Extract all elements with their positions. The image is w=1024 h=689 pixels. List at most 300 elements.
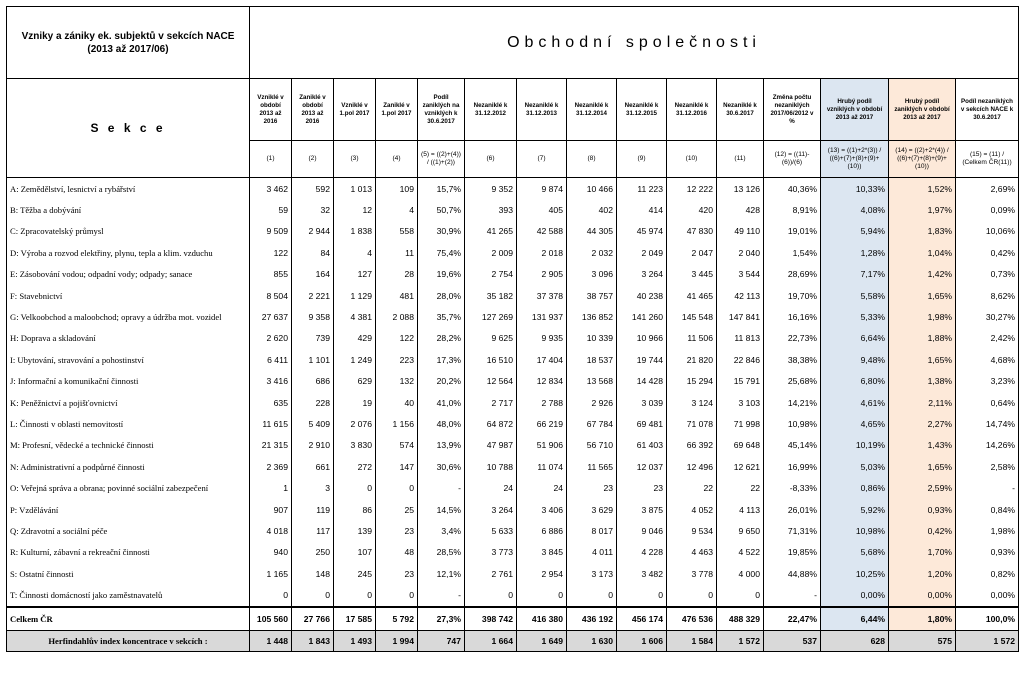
cell-col-3: 2 076 <box>334 413 376 434</box>
cell-col-4: 0 <box>376 477 418 498</box>
cell-col-13: 628 <box>821 630 889 651</box>
column-formula-15: (15) = (11) / (Celkem ČR(11)) <box>956 141 1019 178</box>
cell-col-14: 1,04% <box>889 242 956 263</box>
cell-col-13: 5,68% <box>821 542 889 563</box>
cell-col-4: 122 <box>376 328 418 349</box>
cell-col-10: 12 496 <box>667 456 717 477</box>
cell-col-5: 12,1% <box>418 563 465 584</box>
cell-col-7: 9 935 <box>517 328 567 349</box>
table-row <box>7 542 1019 563</box>
herfindahl-row <box>7 630 1019 651</box>
cell-col-10: 0 <box>667 584 717 606</box>
cell-col-6: 0 <box>465 584 517 606</box>
cell-col-9: 2 049 <box>617 242 667 263</box>
cell-col-7: 1 649 <box>517 630 567 651</box>
cell-col-8: 0 <box>567 584 617 606</box>
cell-col-15: 0,93% <box>956 542 1019 563</box>
cell-col-4: 481 <box>376 285 418 306</box>
table-row <box>7 563 1019 584</box>
cell-col-4: 48 <box>376 542 418 563</box>
cell-col-7: 2 788 <box>517 392 567 413</box>
cell-col-4: 40 <box>376 392 418 413</box>
cell-col-15: 1,98% <box>956 520 1019 541</box>
cell-col-7: 3 845 <box>517 542 567 563</box>
cell-col-5: - <box>418 477 465 498</box>
cell-col-1: 59 <box>250 199 292 220</box>
row-label: O: Veřejná správa a obrana; povinné sociální zabezpečení <box>7 477 250 498</box>
row-label: Celkem ČR <box>7 607 250 631</box>
cell-col-11: 9 650 <box>717 520 764 541</box>
column-formula-11: (11) <box>717 141 764 178</box>
cell-col-10: 66 392 <box>667 435 717 456</box>
cell-col-3: 1 493 <box>334 630 376 651</box>
cell-col-8: 13 568 <box>567 371 617 392</box>
cell-col-13: 10,19% <box>821 435 889 456</box>
cell-col-4: 147 <box>376 456 418 477</box>
cell-col-13: 4,61% <box>821 392 889 413</box>
cell-col-13: 6,64% <box>821 328 889 349</box>
table-row <box>7 435 1019 456</box>
column-header-7: Nezaniklé k 31.12.2013 <box>517 79 567 141</box>
table-row <box>7 242 1019 263</box>
cell-col-14: 1,65% <box>889 456 956 477</box>
cell-col-9: 1 606 <box>617 630 667 651</box>
cell-col-15: 1 572 <box>956 630 1019 651</box>
cell-col-3: 86 <box>334 499 376 520</box>
nace-table-container <box>6 6 1018 652</box>
cell-col-13: 0,86% <box>821 477 889 498</box>
row-label: F: Stavebnictví <box>7 285 250 306</box>
cell-col-7: 2 954 <box>517 563 567 584</box>
cell-col-3: 0 <box>334 584 376 606</box>
cell-col-9: 69 481 <box>617 413 667 434</box>
cell-col-14: 1,65% <box>889 349 956 370</box>
cell-col-9: 12 037 <box>617 456 667 477</box>
table-row <box>7 371 1019 392</box>
cell-col-5: - <box>418 584 465 606</box>
cell-col-4: 23 <box>376 520 418 541</box>
cell-col-12: 22,73% <box>764 328 821 349</box>
table-row <box>7 584 1019 606</box>
cell-col-8: 3 173 <box>567 563 617 584</box>
cell-col-10: 3 124 <box>667 392 717 413</box>
cell-col-1: 1 448 <box>250 630 292 651</box>
cell-col-1: 907 <box>250 499 292 520</box>
cell-col-6: 398 742 <box>465 607 517 631</box>
column-formula-6: (6) <box>465 141 517 178</box>
cell-col-1: 122 <box>250 242 292 263</box>
cell-col-2: 117 <box>292 520 334 541</box>
cell-col-5: 13,9% <box>418 435 465 456</box>
cell-col-10: 476 536 <box>667 607 717 631</box>
cell-col-1: 105 560 <box>250 607 292 631</box>
cell-col-7: 131 937 <box>517 306 567 327</box>
cell-col-1: 3 416 <box>250 371 292 392</box>
column-header-10: Nezaniklé k 31.12.2016 <box>667 79 717 141</box>
cell-col-5: 75,4% <box>418 242 465 263</box>
cell-col-11: 4 000 <box>717 563 764 584</box>
cell-col-13: 6,80% <box>821 371 889 392</box>
column-formula-9: (9) <box>617 141 667 178</box>
cell-col-5: 19,6% <box>418 264 465 285</box>
table-row <box>7 413 1019 434</box>
cell-col-4: 2 088 <box>376 306 418 327</box>
cell-col-14: 1,70% <box>889 542 956 563</box>
column-header-8: Nezaniklé k 31.12.2014 <box>567 79 617 141</box>
column-header-9: Nezaniklé k 31.12.2015 <box>617 79 667 141</box>
cell-col-6: 9 625 <box>465 328 517 349</box>
cell-col-8: 56 710 <box>567 435 617 456</box>
cell-col-13: 5,03% <box>821 456 889 477</box>
cell-col-4: 1 156 <box>376 413 418 434</box>
cell-col-7: 66 219 <box>517 413 567 434</box>
column-header-12: Změna počtu nezaniklých 2017/06/2012 v % <box>764 79 821 141</box>
cell-col-3: 12 <box>334 199 376 220</box>
table-row <box>7 477 1019 498</box>
column-header-15: Podíl nezaniklých v sekcích NACE k 30.6.2017 <box>956 79 1019 141</box>
cell-col-1: 6 411 <box>250 349 292 370</box>
cell-col-9: 40 238 <box>617 285 667 306</box>
cell-col-3: 19 <box>334 392 376 413</box>
cell-col-10: 420 <box>667 199 717 220</box>
cell-col-10: 4 052 <box>667 499 717 520</box>
cell-col-6: 2 754 <box>465 264 517 285</box>
cell-col-9: 141 260 <box>617 306 667 327</box>
cell-col-2: 592 <box>292 178 334 200</box>
cell-col-10: 21 820 <box>667 349 717 370</box>
cell-col-11: 69 648 <box>717 435 764 456</box>
cell-col-11: 49 110 <box>717 221 764 242</box>
column-formula-14: (14) = ((2)+2*(4)) / ((6)+(7)+(8)+(9)+(10)) <box>889 141 956 178</box>
cell-col-13: 10,25% <box>821 563 889 584</box>
cell-col-9: 414 <box>617 199 667 220</box>
cell-col-13: 5,33% <box>821 306 889 327</box>
cell-col-15: 2,69% <box>956 178 1019 200</box>
cell-col-2: 661 <box>292 456 334 477</box>
cell-col-10: 22 <box>667 477 717 498</box>
cell-col-11: 428 <box>717 199 764 220</box>
cell-col-15: 2,58% <box>956 456 1019 477</box>
table-row <box>7 199 1019 220</box>
column-formula-3: (3) <box>334 141 376 178</box>
cell-col-8: 67 784 <box>567 413 617 434</box>
cell-col-12: 40,36% <box>764 178 821 200</box>
cell-col-12: 537 <box>764 630 821 651</box>
cell-col-7: 9 874 <box>517 178 567 200</box>
cell-col-2: 1 843 <box>292 630 334 651</box>
cell-col-15: - <box>956 477 1019 498</box>
cell-col-2: 1 101 <box>292 349 334 370</box>
cell-col-1: 2 369 <box>250 456 292 477</box>
cell-col-14: 2,11% <box>889 392 956 413</box>
cell-col-6: 10 788 <box>465 456 517 477</box>
cell-col-4: 558 <box>376 221 418 242</box>
cell-col-7: 51 906 <box>517 435 567 456</box>
cell-col-6: 12 564 <box>465 371 517 392</box>
row-label: G: Velkoobchod a maloobchod; opravy a údržba mot. vozidel <box>7 306 250 327</box>
cell-col-8: 136 852 <box>567 306 617 327</box>
cell-col-12: 19,85% <box>764 542 821 563</box>
cell-col-14: 2,27% <box>889 413 956 434</box>
cell-col-5: 28,0% <box>418 285 465 306</box>
cell-col-5: 35,7% <box>418 306 465 327</box>
cell-col-10: 4 463 <box>667 542 717 563</box>
cell-col-5: 28,2% <box>418 328 465 349</box>
cell-col-11: 22 <box>717 477 764 498</box>
column-formula-2: (2) <box>292 141 334 178</box>
cell-col-14: 1,65% <box>889 285 956 306</box>
cell-col-14: 1,98% <box>889 306 956 327</box>
row-label: Q: Zdravotní a sociální péče <box>7 520 250 541</box>
cell-col-11: 15 791 <box>717 371 764 392</box>
cell-col-12: 8,91% <box>764 199 821 220</box>
row-label: K: Peněžnictví a pojišťovnictví <box>7 392 250 413</box>
cell-col-6: 127 269 <box>465 306 517 327</box>
table-row <box>7 264 1019 285</box>
cell-col-2: 119 <box>292 499 334 520</box>
cell-col-3: 245 <box>334 563 376 584</box>
cell-col-15: 14,74% <box>956 413 1019 434</box>
cell-col-6: 5 633 <box>465 520 517 541</box>
nace-statistics-table <box>6 6 1019 652</box>
cell-col-5: 30,6% <box>418 456 465 477</box>
cell-col-3: 4 381 <box>334 306 376 327</box>
cell-col-10: 15 294 <box>667 371 717 392</box>
cell-col-15: 8,62% <box>956 285 1019 306</box>
cell-col-13: 10,33% <box>821 178 889 200</box>
cell-col-1: 1 165 <box>250 563 292 584</box>
cell-col-14: 1,97% <box>889 199 956 220</box>
column-formula-8: (8) <box>567 141 617 178</box>
cell-col-5: 747 <box>418 630 465 651</box>
column-formula-5: (5) = ((2)+(4)) / ((1)+(2)) <box>418 141 465 178</box>
cell-col-7: 0 <box>517 584 567 606</box>
table-row <box>7 499 1019 520</box>
cell-col-8: 10 339 <box>567 328 617 349</box>
cell-col-15: 4,68% <box>956 349 1019 370</box>
cell-col-2: 2 221 <box>292 285 334 306</box>
cell-col-15: 0,73% <box>956 264 1019 285</box>
cell-col-8: 10 466 <box>567 178 617 200</box>
cell-col-9: 3 875 <box>617 499 667 520</box>
cell-col-2: 84 <box>292 242 334 263</box>
cell-col-14: 1,83% <box>889 221 956 242</box>
cell-col-2: 9 358 <box>292 306 334 327</box>
cell-col-1: 635 <box>250 392 292 413</box>
cell-col-1: 27 637 <box>250 306 292 327</box>
column-header-11: Nezaniklé k 30.6.2017 <box>717 79 764 141</box>
cell-col-9: 45 974 <box>617 221 667 242</box>
cell-col-5: 27,3% <box>418 607 465 631</box>
cell-col-3: 3 830 <box>334 435 376 456</box>
cell-col-7: 37 378 <box>517 285 567 306</box>
cell-col-8: 3 096 <box>567 264 617 285</box>
cell-col-6: 35 182 <box>465 285 517 306</box>
cell-col-12: 25,68% <box>764 371 821 392</box>
row-label: Herfindahlův index koncentrace v sekcích : <box>7 630 250 651</box>
cell-col-7: 11 074 <box>517 456 567 477</box>
cell-col-7: 6 886 <box>517 520 567 541</box>
cell-col-8: 3 629 <box>567 499 617 520</box>
cell-col-10: 3 778 <box>667 563 717 584</box>
cell-col-3: 1 129 <box>334 285 376 306</box>
cell-col-3: 1 249 <box>334 349 376 370</box>
cell-col-6: 1 664 <box>465 630 517 651</box>
cell-col-11: 13 126 <box>717 178 764 200</box>
cell-col-4: 23 <box>376 563 418 584</box>
cell-col-10: 1 584 <box>667 630 717 651</box>
cell-col-6: 2 009 <box>465 242 517 263</box>
row-label: H: Doprava a skladování <box>7 328 250 349</box>
cell-col-2: 228 <box>292 392 334 413</box>
column-header-6: Nezaniklé k 31.12.2012 <box>465 79 517 141</box>
cell-col-7: 24 <box>517 477 567 498</box>
cell-col-12: 1,54% <box>764 242 821 263</box>
row-label: M: Profesní, vědecké a technické činnosti <box>7 435 250 456</box>
cell-col-9: 456 174 <box>617 607 667 631</box>
cell-col-1: 4 018 <box>250 520 292 541</box>
cell-col-1: 3 462 <box>250 178 292 200</box>
cell-col-13: 7,17% <box>821 264 889 285</box>
cell-col-10: 41 465 <box>667 285 717 306</box>
cell-col-4: 25 <box>376 499 418 520</box>
cell-col-15: 0,64% <box>956 392 1019 413</box>
cell-col-5: 28,5% <box>418 542 465 563</box>
cell-col-10: 3 445 <box>667 264 717 285</box>
cell-col-12: 44,88% <box>764 563 821 584</box>
cell-col-2: 2 944 <box>292 221 334 242</box>
cell-col-10: 71 078 <box>667 413 717 434</box>
row-label: D: Výroba a rozvod elektřiny, plynu, tepla a klim. vzduchu <box>7 242 250 263</box>
cell-col-5: 14,5% <box>418 499 465 520</box>
cell-col-2: 0 <box>292 584 334 606</box>
cell-col-12: 71,31% <box>764 520 821 541</box>
cell-col-2: 164 <box>292 264 334 285</box>
row-label: P: Vzdělávání <box>7 499 250 520</box>
cell-col-3: 272 <box>334 456 376 477</box>
cell-col-2: 148 <box>292 563 334 584</box>
cell-col-9: 0 <box>617 584 667 606</box>
cell-col-4: 0 <box>376 584 418 606</box>
cell-col-15: 30,27% <box>956 306 1019 327</box>
cell-col-1: 0 <box>250 584 292 606</box>
cell-col-11: 22 846 <box>717 349 764 370</box>
table-row <box>7 349 1019 370</box>
cell-col-7: 3 406 <box>517 499 567 520</box>
cell-col-7: 405 <box>517 199 567 220</box>
cell-col-13: 4,65% <box>821 413 889 434</box>
cell-col-6: 9 352 <box>465 178 517 200</box>
cell-col-14: 0,93% <box>889 499 956 520</box>
cell-col-3: 0 <box>334 477 376 498</box>
cell-col-11: 147 841 <box>717 306 764 327</box>
cell-col-14: 1,38% <box>889 371 956 392</box>
cell-col-1: 21 315 <box>250 435 292 456</box>
cell-col-14: 2,59% <box>889 477 956 498</box>
cell-col-10: 11 506 <box>667 328 717 349</box>
column-header-14: Hrubý podíl zaniklých v období 2013 až 2017 <box>889 79 956 141</box>
cell-col-11: 1 572 <box>717 630 764 651</box>
cell-col-5: 20,2% <box>418 371 465 392</box>
cell-col-14: 0,42% <box>889 520 956 541</box>
cell-col-4: 574 <box>376 435 418 456</box>
cell-col-7: 2 018 <box>517 242 567 263</box>
cell-col-15: 14,26% <box>956 435 1019 456</box>
cell-col-11: 3 544 <box>717 264 764 285</box>
sekce-header: S e k c e <box>7 79 250 178</box>
cell-col-14: 1,42% <box>889 264 956 285</box>
cell-col-11: 488 329 <box>717 607 764 631</box>
cell-col-14: 1,20% <box>889 563 956 584</box>
row-label: I: Ubytování, stravování a pohostinství <box>7 349 250 370</box>
row-label: A: Zemědělství, lesnictví a rybářství <box>7 178 250 200</box>
cell-col-5: 50,7% <box>418 199 465 220</box>
cell-col-12: 19,01% <box>764 221 821 242</box>
cell-col-11: 12 621 <box>717 456 764 477</box>
cell-col-14: 0,00% <box>889 584 956 606</box>
column-header-3: Vzniklé v 1.pol 2017 <box>334 79 376 141</box>
cell-col-9: 9 046 <box>617 520 667 541</box>
cell-col-15: 100,0% <box>956 607 1019 631</box>
cell-col-4: 28 <box>376 264 418 285</box>
cell-col-8: 18 537 <box>567 349 617 370</box>
cell-col-11: 2 040 <box>717 242 764 263</box>
row-label: E: Zásobování vodou; odpadní vody; odpady; sanace <box>7 264 250 285</box>
cell-col-12: 10,98% <box>764 413 821 434</box>
cell-col-9: 14 428 <box>617 371 667 392</box>
cell-col-11: 4 522 <box>717 542 764 563</box>
cell-col-9: 23 <box>617 477 667 498</box>
cell-col-8: 38 757 <box>567 285 617 306</box>
cell-col-8: 2 032 <box>567 242 617 263</box>
cell-col-8: 402 <box>567 199 617 220</box>
cell-col-13: 4,08% <box>821 199 889 220</box>
cell-col-6: 16 510 <box>465 349 517 370</box>
cell-col-15: 0,09% <box>956 199 1019 220</box>
cell-col-4: 11 <box>376 242 418 263</box>
cell-col-5: 3,4% <box>418 520 465 541</box>
cell-col-12: 22,47% <box>764 607 821 631</box>
cell-col-5: 15,7% <box>418 178 465 200</box>
cell-col-9: 10 966 <box>617 328 667 349</box>
table-row <box>7 456 1019 477</box>
cell-col-8: 1 630 <box>567 630 617 651</box>
cell-col-3: 139 <box>334 520 376 541</box>
cell-col-15: 0,00% <box>956 584 1019 606</box>
cell-col-9: 3 482 <box>617 563 667 584</box>
column-header-13: Hrubý podíl vzniklých v období 2013 až 2017 <box>821 79 889 141</box>
cell-col-11: 0 <box>717 584 764 606</box>
cell-col-6: 24 <box>465 477 517 498</box>
cell-col-14: 1,52% <box>889 178 956 200</box>
cell-col-9: 4 228 <box>617 542 667 563</box>
cell-col-2: 32 <box>292 199 334 220</box>
table-main-title: Obchodní společnosti <box>250 7 1019 79</box>
cell-col-2: 250 <box>292 542 334 563</box>
cell-col-8: 11 565 <box>567 456 617 477</box>
column-header-2: Zaniklé v období 2013 až 2016 <box>292 79 334 141</box>
cell-col-7: 12 834 <box>517 371 567 392</box>
cell-col-14: 1,80% <box>889 607 956 631</box>
table-row <box>7 285 1019 306</box>
cell-col-14: 1,88% <box>889 328 956 349</box>
cell-col-8: 44 305 <box>567 221 617 242</box>
cell-col-3: 429 <box>334 328 376 349</box>
cell-col-4: 1 994 <box>376 630 418 651</box>
cell-col-11: 71 998 <box>717 413 764 434</box>
cell-col-6: 41 265 <box>465 221 517 242</box>
cell-col-13: 1,28% <box>821 242 889 263</box>
